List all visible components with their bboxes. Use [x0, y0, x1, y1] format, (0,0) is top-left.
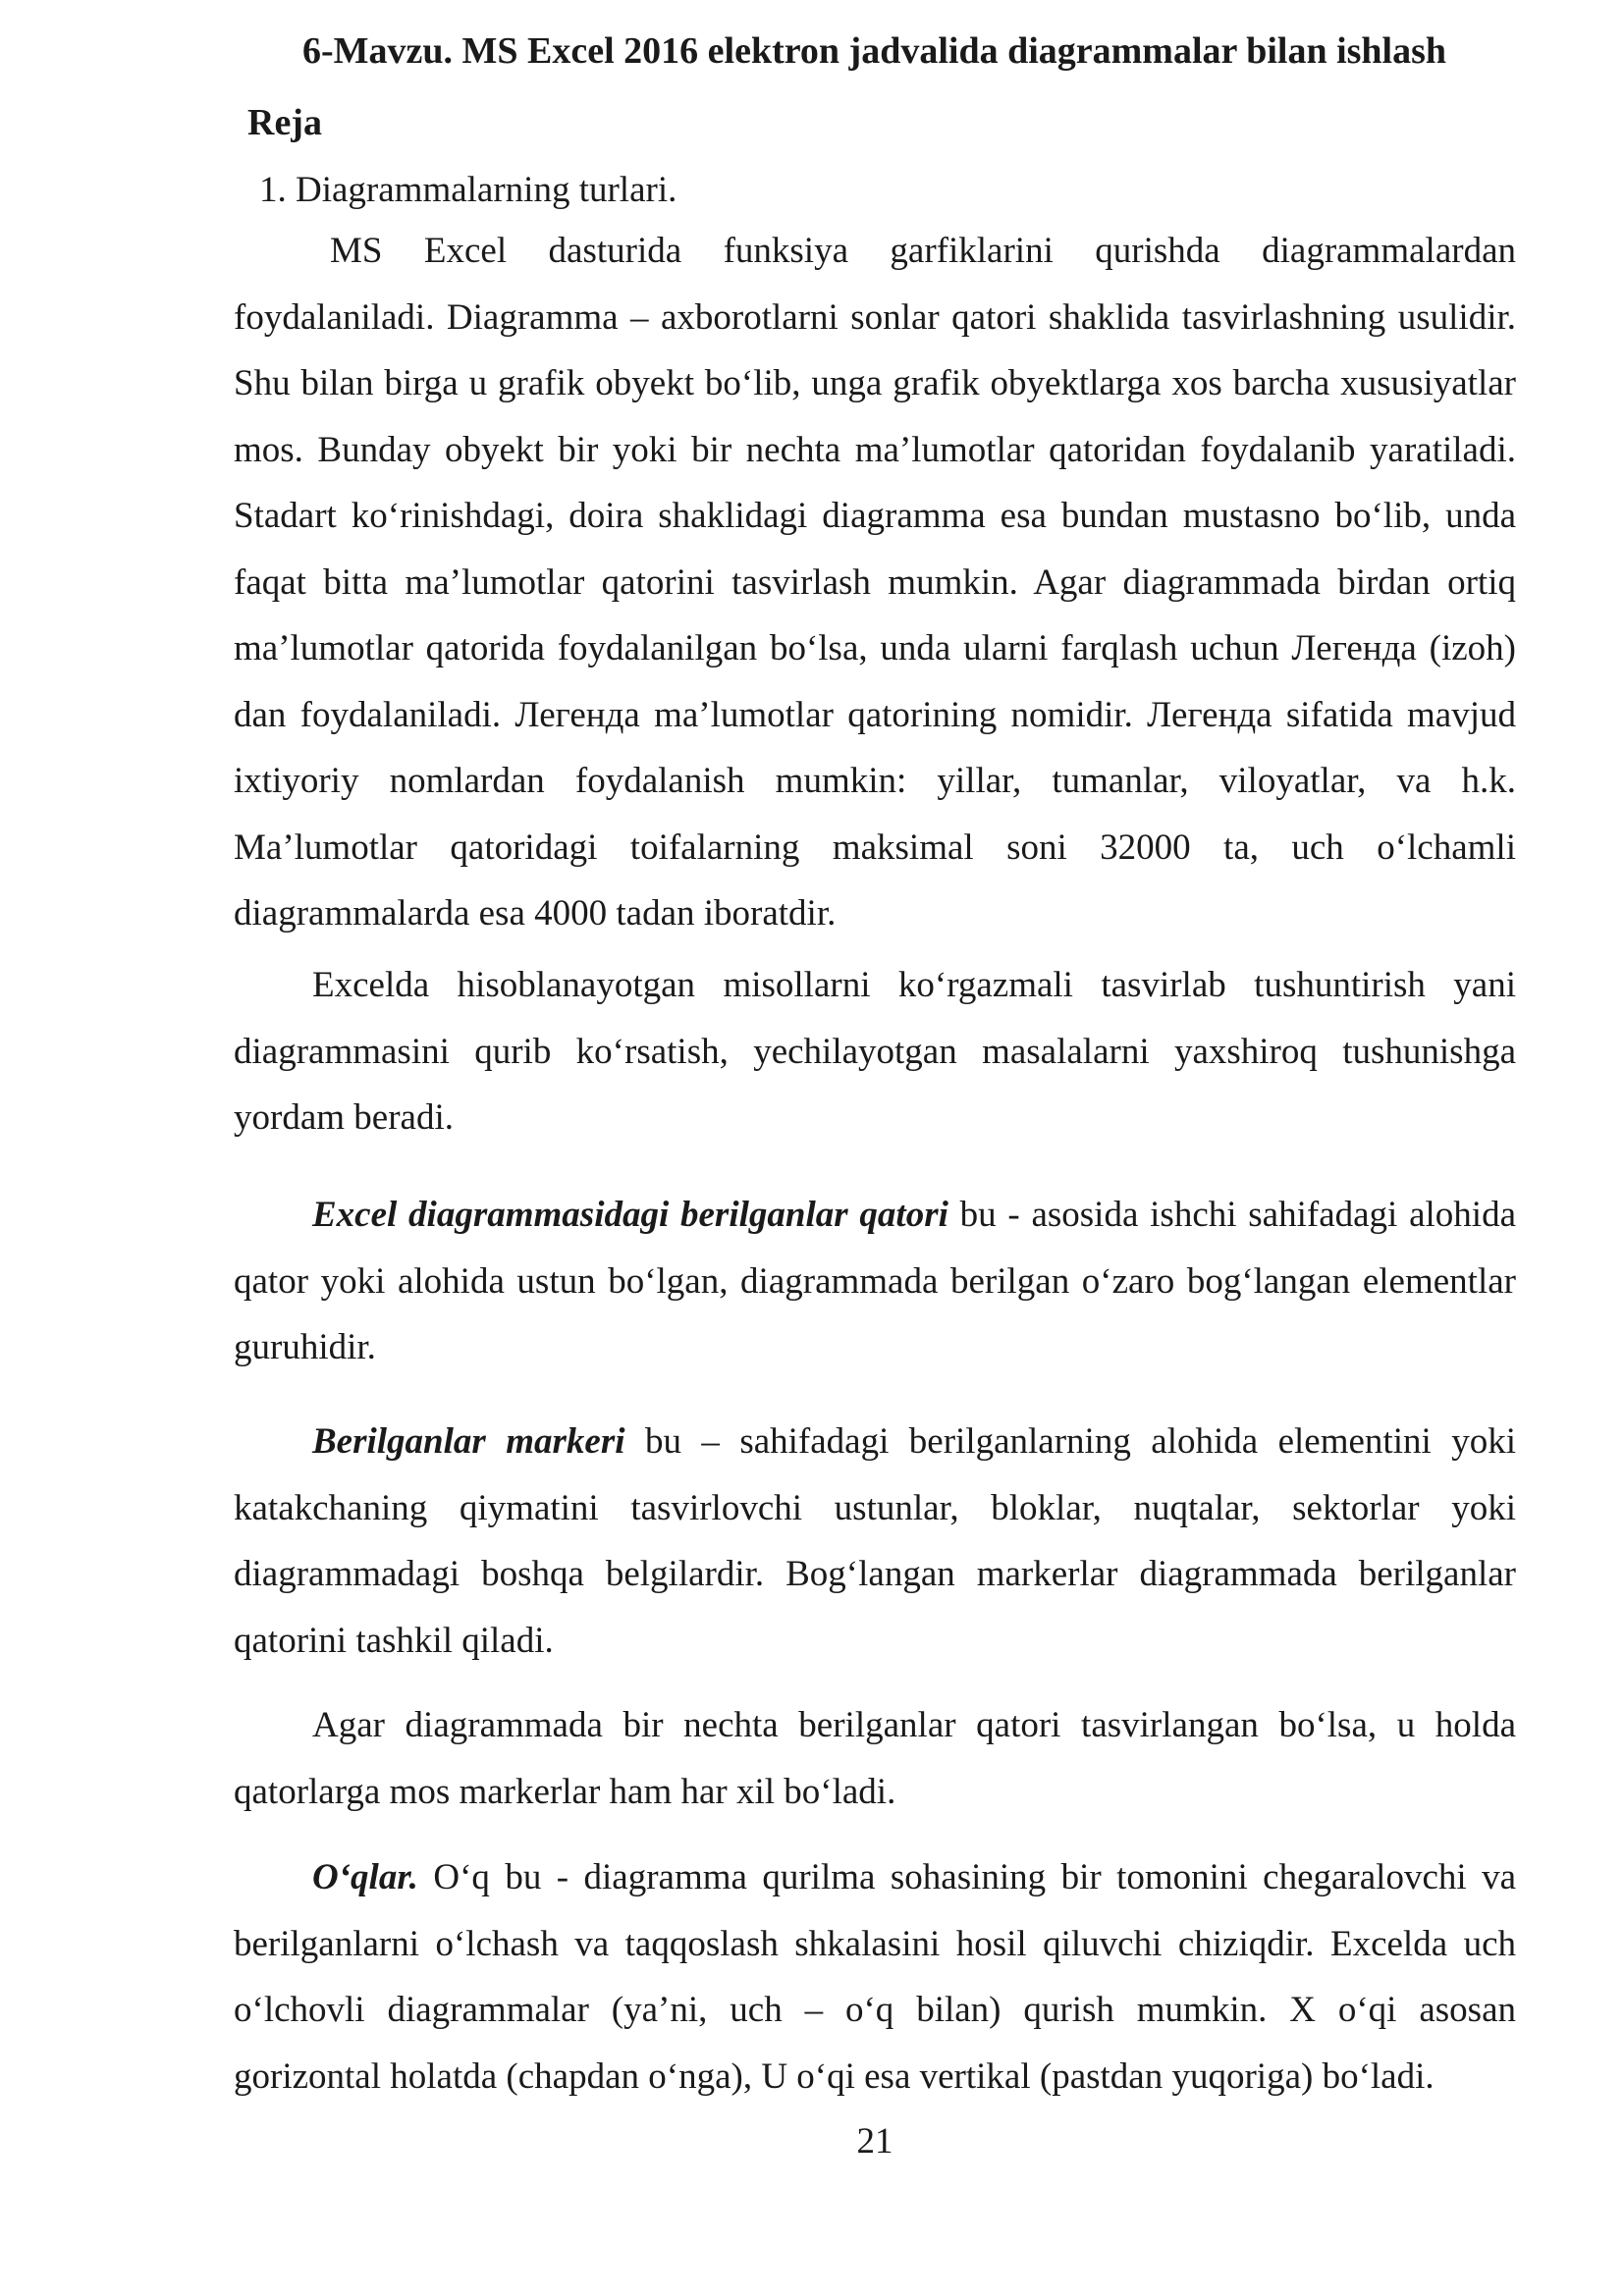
- plan-heading: Reja: [247, 102, 322, 143]
- paragraph-text: MS Excel dasturida funksiya garfiklarini qurishda diagrammalardan foydalaniladi. Diagramma – axborotlarni sonlar qatori shaklida tasvirlashning usulidir. Shu bilan birga u grafik obyekt bo‘lib, unga grafik obyektlarga xos barcha xususiyatlar mos. Bunday obyekt bir yoki bir nechta ma’lumotlar qatoridan foydalanib yaratiladi. Stadart ko‘rinishdagi, doira shaklidagi diagramma esa bundan mustasno bo‘lib, unda faqat bitta ma’lumotlar qatorini tasvirlash mumkin. Agar diagrammada birdan ortiq ma’lumotlar qatorida foydalanilgan bo‘lsa, unda ularni farqlash uchun Легенда (izoh) dan foydalaniladi. Легенда ma’lumotlar qatorining nomidir. Легенда sifatida mavjud ixtiyoriy nomlardan foydalanish mumkin: yillar, tumanlar, viloyatlar, va h.k. Ma’lumotlar qatoridagi toifalarning maksimal soni 32000 ta, uch o‘lchamli diagrammalarda esa 4000 tadan iboratdir.: [234, 231, 1516, 934]
- paragraph-text: Excelda hisoblanayotgan misollarni ko‘rgazmali tasvirlab tushuntirish yani diagrammasini qurib ko‘rsatish, yechilayotgan masalalarni yaxshiroq tushunishga yordam beradi.: [234, 965, 1516, 1138]
- paragraph-multiple-series: [234, 1692, 1516, 1825]
- paragraph-excel-examples: [234, 952, 1516, 1151]
- paragraph-text: bu – sahifadagi berilganlarning alohida elementini yoki katakchaning qiymatini tasvirlovchi ustunlar, bloklar, nuqtalar, sektorlar yoki diagrammadagi boshqa belgilardir. Bog‘langan markerlar diagrammada berilganlar qatorini tashkil qiladi.: [234, 1421, 1516, 1661]
- paragraph-data-marker: [234, 1409, 1516, 1674]
- paragraph-text: Agar diagrammada bir nechta berilganlar qatori tasvirlangan bo‘lsa, u holda qatorlarga mos markerlar ham har xil bo‘ladi.: [234, 1705, 1516, 1812]
- paragraph-term: O‘qlar.: [312, 1857, 418, 1897]
- paragraph-data-series: [234, 1182, 1516, 1381]
- page-number: 21: [856, 2121, 893, 2162]
- paragraph-axes: [234, 1844, 1516, 2109]
- document-title: 6-Mavzu. MS Excel 2016 elektron jadvalida diagrammalar bilan ishlash: [302, 30, 1447, 72]
- paragraph-diagram-intro: [234, 218, 1516, 947]
- paragraph-term: Excel diagrammasidagi berilganlar qatori: [312, 1195, 948, 1235]
- plan-item: 1. Diagrammalarning turlari.: [259, 170, 677, 210]
- paragraph-text: O‘q bu - diagramma qurilma sohasining bir tomonini chegaralovchi va berilganlarni o‘lchash va taqqoslash shkalasini hosil qiluvchi chiziqdir. Excelda uch o‘lchovli diagrammalar (ya’ni, uch – o‘q bilan) qurish mumkin. X o‘qi asosan gorizontal holatda (chapdan o‘nga), U o‘qi esa vertikal (pastdan yuqoriga) bo‘ladi.: [234, 1857, 1516, 2097]
- paragraph-term: Berilganlar markeri: [312, 1421, 625, 1462]
- paragraph-text: bu - asosida ishchi sahifadagi alohida qator yoki alohida ustun bo‘lgan, diagrammada berilgan o‘zaro bog‘langan elementlar guruhidir.: [234, 1195, 1516, 1367]
